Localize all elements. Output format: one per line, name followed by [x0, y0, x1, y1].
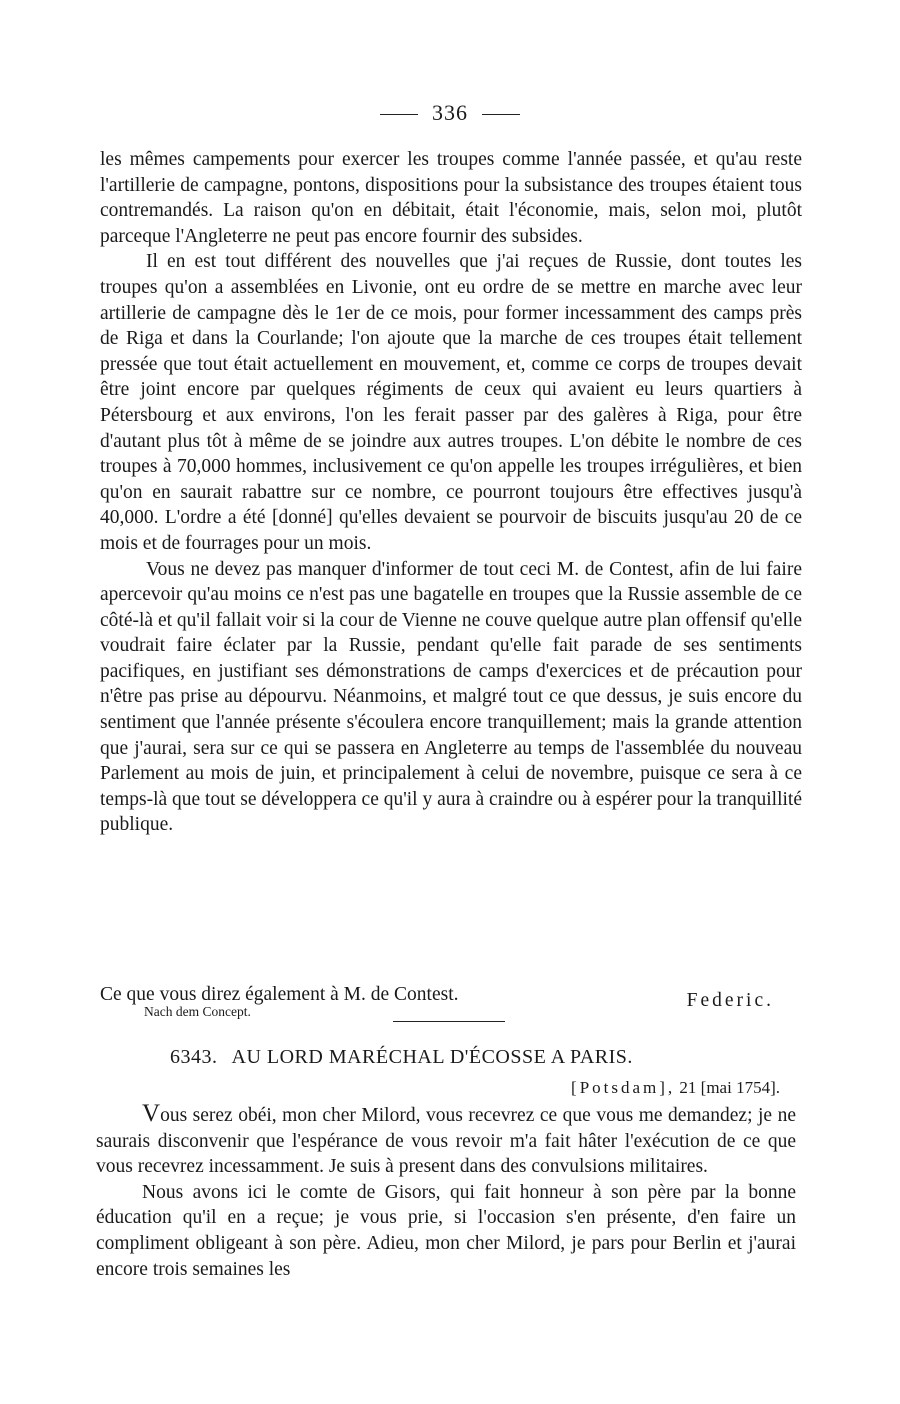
letter-heading — [170, 1046, 633, 1069]
page-number: 336 — [432, 100, 468, 125]
letter-number: 6343. — [170, 1046, 218, 1068]
paragraph: Nous avons ici le comte de Gisors, qui fait honneur à son père par la bonne éducation qu'il en a reçue; je vous prie, si l'occasion s'en présente, d'en faire un compliment obligeant à son père. Adieu, mon cher Milord, je pars pour Berlin et j'aurai encore trois semaines les — [96, 1181, 796, 1280]
paragraph: les mêmes campements pour exercer les troupes comme l'année passée, et qu'au reste l'artillerie de campagne, pontons, dispositions pour la subsistance des troupes étaient tous contremandés. La raison qu'on en débitait, était l'économie, mais, selon moi, plutôt parceque l'Angleterre ne peut pas encore fournir des subsides. — [100, 149, 802, 247]
letter-date-day: 21 [mai 1754]. — [679, 1078, 780, 1097]
letter-title: AU LORD MARÉCHAL D'ÉCOSSE A PARIS. — [231, 1046, 633, 1068]
letter-date-place: [Potsdam], — [571, 1078, 676, 1097]
signature: Federic. — [686, 990, 774, 1011]
closing-line: Ce que vous direz également à M. de Contest. — [100, 984, 459, 1005]
paragraph: Il en est tout différent des nouvelles que j'ai reçues de Russie, dont toutes les troupes qu'on a assemblées en Livonie, ont eu ordre de se mettre en marche avec leur artillerie de campagne dès le 1er de ce mois, pour former incessamment des camps près de Riga et dans la Courlande; l'on ajoute que la marche de ces troupes était tellement pressée que tout était actuellement en mouvement, et, comme ce corps de troupes devait être joint encore par quelques régiments de ceux qui avaient eu leurs quartiers à Pétersbourg et aux environs, l'on les ferait passer par des galères à Riga, pour être d'autant plus tôt à même de se joindre aux autres troupes. L'on débite le nombre de ces troupes à 70,000 hommes, inclusivement ce qu'on appelle les troupes irrégulières, et bien qu'on en saurait rabattre sur ce nombre, ce pourront toujours être effectives jusqu'à 40,000. L'ordre a été [donné] qu'elles devaient se pourvoir de biscuits jusqu'au 20 de ce mois et de fourrages pour un mois. — [100, 251, 802, 554]
letter-date — [571, 1078, 780, 1098]
letter-body — [96, 1101, 796, 1282]
paragraph-text: ous serez obéi, mon cher Milord, vous recevrez ce que vous me demandez; je ne saurais disconvenir que l'espérance de vous revoir m'a fait hâter l'exécution de ce que vous recevrez incessamment. Je suis à present dans des convulsions militaires. — [96, 1105, 796, 1178]
header-dash-left — [380, 114, 418, 115]
section-divider — [393, 1021, 505, 1022]
initial-letter: V — [142, 1100, 161, 1127]
closing-row — [100, 984, 802, 1030]
paragraph: Vous ne devez pas manquer d'informer de tout ceci M. de Contest, afin de lui faire apercevoir qu'au moins ce n'est pas une bagatelle en troupes que la Russie assemble de ce côté-là et qu'il fallait voir si la cour de Vienne ne couve quelque autre plan offensif qu'elle voudrait faire éclater par la Russie, pendant qu'elle fait parade de ses sentiments pacifiques, en justifiant ses démonstrations de camps d'exercices et de précaution pour n'être pas prise au dépourvu. Néanmoins, et malgré tout ce que dessus, je suis encore du sentiment que l'année présente s'écoulera encore tranquillement; mais la grande attention que j'aurai, sera sur ce qui se passera en Angleterre au temps de l'assemblée du nouveau Parlement au mois de juin, et principalement à celui de novembre, puisque ce sera à ce temps-là que tout se développera ce qu'il y aura à craindre ou à espérer pour la tranquillité publique. — [100, 558, 802, 836]
page-number-header — [0, 100, 900, 126]
header-dash-right — [482, 114, 520, 115]
paragraph — [96, 1101, 796, 1180]
source-note: Nach dem Concept. — [144, 1004, 251, 1019]
letter-body-continued — [100, 147, 802, 838]
